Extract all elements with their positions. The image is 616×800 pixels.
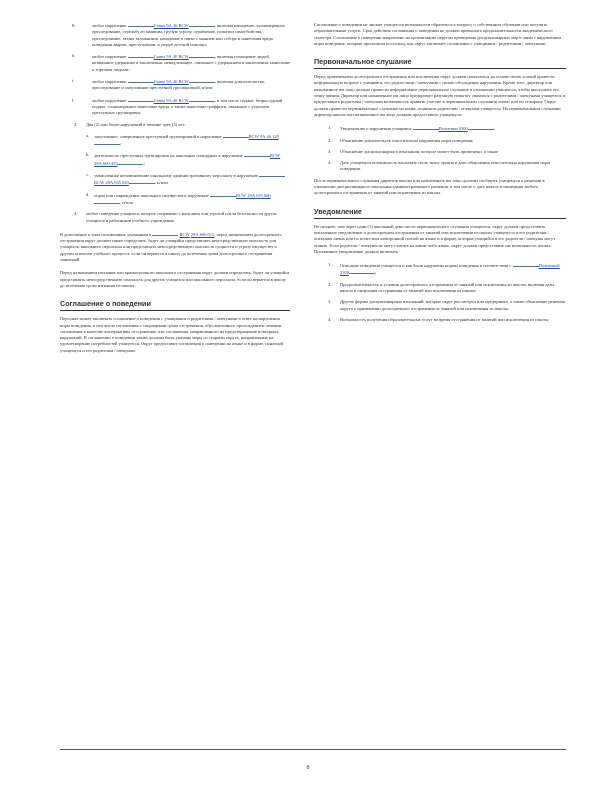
list-item xyxy=(60,192,290,207)
item-text: запугивание, совершенное преступной группировкой в нарушение xyxy=(94,133,222,139)
item-marker: 1. xyxy=(328,125,332,131)
item-marker: g. xyxy=(72,22,76,27)
list-item xyxy=(60,122,290,128)
blank-line xyxy=(210,192,236,197)
list-item xyxy=(60,22,290,48)
item-text: любое нарушение xyxy=(92,97,127,103)
footer-divider xyxy=(60,749,566,750)
item-marker: h. xyxy=(72,53,76,59)
rcw-link[interactable]: RCW xyxy=(179,231,190,237)
list-item xyxy=(60,53,290,73)
blank-line xyxy=(128,22,154,27)
list-item xyxy=(314,282,566,295)
paragraph: Не позднее, чем через один (1) школьный день после первоначального слушания учащегося, округ должен предоставить письменное уведомление о долгосрочном отстранении от занятий или исключении из школы учащемуся и его родителям / опекунам лично или по почте или электронной почтой на языке и в форме, которые учащийся и его родители / опекуны могут понять. Если родители / опекуны не могут читать на каком-либо языке, округ должен предоставить им возможность понять. Письменное уведомление должно включать: xyxy=(314,223,556,254)
left-column xyxy=(60,22,290,361)
page-number: 8 xyxy=(306,765,310,771)
blank-line xyxy=(349,269,375,274)
blank-line xyxy=(128,78,154,83)
blank-line xyxy=(189,97,215,102)
item-text: Уведомление о нарушении учащимся xyxy=(340,126,412,132)
paragraph xyxy=(60,231,290,263)
paragraph: После первоначального слушания директор школы или назначенное им лицо должны сообщить учащемуся о решении в отношении дисциплинарного взыскания административного решения, в том числе о дате начала и окончания любого долгосрочного отстранения от занятий или исключения из школы. xyxy=(314,177,545,196)
reference-link[interactable]: RCW 28A.600.455 xyxy=(94,153,281,166)
text: , перед назначением долгосрочного отстранения округ должен также определить, будет ли учащийся представлять непосредственную опасность для учащихся, школьного персонала или представлять непосредственную опасность сущности и угрозу имуществу и другим аспектам учебного процесса, если он вернется в школу до истечения срока долгосрочного отстранения заявлений. xyxy=(60,231,282,263)
item-text: ; и/или xyxy=(154,180,168,186)
list-item xyxy=(314,138,566,144)
section-heading: Первоначальное слушание xyxy=(314,57,566,69)
right-column xyxy=(314,22,566,328)
blank-line xyxy=(152,231,178,236)
item-text: любое нарушение xyxy=(92,79,127,85)
list-item xyxy=(60,97,290,117)
item-marker: 2. xyxy=(328,281,332,287)
item-text: Дать учащемуся возможность высказать свою точку зрения и дать объяснения относительно нарушения норм поведения. xyxy=(340,160,551,172)
item-marker: c. xyxy=(86,172,90,178)
item-marker: 3. xyxy=(328,299,332,305)
violation-list-g-j xyxy=(60,22,290,117)
item-marker: 1. xyxy=(328,262,332,268)
item-text: Описание поведения учащегося и как были нарушены нормы поведения в соответствии с xyxy=(340,263,512,269)
item-text: , включая домогательства, преследование и запугивание преступной группировкой, и/или xyxy=(92,79,265,91)
item-marker: 4. xyxy=(328,160,332,166)
item-text: , в том числе поджог, безрассудный поджог, злонамеренное нанесение вреда, а также нанесение граффити, связанное с угрозами преступных группировок. xyxy=(92,97,283,116)
item-marker: 2. xyxy=(328,137,332,143)
list-item xyxy=(60,152,290,167)
list-item xyxy=(60,133,290,148)
list-item xyxy=(314,262,566,277)
item-text: Продолжительность и условия долгосрочного отстранения от занятий или исключения из школы, включая даты начала и окончания отстранения от занятий или исключения из школы; xyxy=(340,281,555,294)
blank-line xyxy=(413,125,439,130)
reference-link[interactable]: Главы 9A.48 RCW xyxy=(153,97,189,103)
item-marker: 3. xyxy=(74,121,78,127)
list-item xyxy=(60,172,290,187)
item-text: любое нарушение xyxy=(92,54,127,60)
reference-link[interactable]: Главы 9A.40 RCW xyxy=(153,54,189,60)
item-text: любое поведение учащихся, которое сопряжено с насилием или угрозой и/или безопасности других учащихся и работников учебного учреждения. xyxy=(86,211,278,223)
item-text: Возможность получения образовательных услуг во время отстранения от занятий или исключения из школы; xyxy=(340,316,550,322)
item-text: порча или повреждение школьного имущества в нарушение xyxy=(94,192,209,198)
hearing-list xyxy=(314,125,566,172)
notice-list xyxy=(314,262,566,323)
blank-line xyxy=(129,179,155,184)
list-item xyxy=(314,149,566,155)
list-item xyxy=(60,78,290,92)
paragraph: Перед назначением изгнания или краткосрочного школьного отстранения округ должен определить, будет ли учащийся представлять непосредственную опасность для других учащихся или школьного персонала, если он вернется в школу до истечения срока изгнания из школы. xyxy=(60,270,290,288)
item-text: , включая нападение, злонамеренное преследование, стрельбу из машины, грубую угрозу, ограбление, попытки самоубийства, преследование, захват заложников, нападение в связи с знанием или соборе и нанесения вреда поведении аварии, преступлении, в ущерб детской помощи; xyxy=(92,23,286,47)
list-item xyxy=(314,160,566,173)
item-marker: a. xyxy=(86,132,90,138)
item-text: любое нарушение xyxy=(92,23,127,28)
blank-line xyxy=(468,125,494,130)
item-text: умышленное неповиновение школьному административному персоналу в нарушение xyxy=(94,173,258,179)
list-item xyxy=(314,299,566,312)
item-marker: 4. xyxy=(328,316,332,322)
blank-line xyxy=(513,262,539,267)
text: В дополнение к этим положениям, указанным в xyxy=(60,231,152,237)
list-item xyxy=(314,125,566,132)
reference-link[interactable]: Главы 9A.36 RCW xyxy=(153,23,189,28)
item-text: Объяснение доказательств относительно нарушения норм поведения; xyxy=(340,137,474,143)
item-text: ; xyxy=(120,141,122,147)
section-heading: Уведомление xyxy=(314,207,566,219)
blank-line xyxy=(223,133,249,138)
reference-link[interactable]: Политики 3300 xyxy=(438,126,468,132)
item-marker: d. xyxy=(86,191,90,197)
section-heading: Соглашение о поведении xyxy=(60,299,290,311)
violation-list-a-d xyxy=(60,133,290,206)
item-marker: 4. xyxy=(74,211,78,217)
blank-line xyxy=(189,22,215,27)
list-item xyxy=(60,211,290,224)
item-marker: j. xyxy=(72,96,75,102)
item-text: Объяснение дисциплинарного взыскания, которое может быть применено; а также xyxy=(340,148,499,154)
blank-line xyxy=(128,97,154,102)
blank-line xyxy=(244,152,270,157)
blank-line xyxy=(117,160,143,165)
item-text: ; xyxy=(493,126,495,132)
item-text: ; xyxy=(143,160,145,166)
blank-line xyxy=(189,78,215,83)
item-text: , включая похищение людей, незаконное удержание в заключении, ненадлежащее, связанное с удержанием в заключении, нанесение и торговля людьми; xyxy=(92,54,291,72)
paragraph: Персонал может заключать соглашение о поведении с учащимися и родителями / опекунами в ответ на нарушения норм поведения, в том числе соглашения о сокращении срока отстранения, обусловленного прохождением лечения, соглашения в качестве альтернативы отстранению или соглашения, направленного на предотвращение повторных нарушений. В соглашении о поведении также должны быть указаны меры со стороны округа, направленные на удовлетворение потребностей учащегося. Округ предоставит соглашения о поведении на языке и в форме, понятной учащемуся и его родителям / опекунам. xyxy=(60,316,284,353)
reference-link[interactable]: RCW 9A.46.120 xyxy=(248,133,279,139)
blank-line xyxy=(128,53,154,58)
reference-link[interactable]: Главы 9A.46 RCW xyxy=(153,79,189,85)
blank-line xyxy=(94,140,120,145)
item-marker: b. xyxy=(86,152,90,158)
item-text: , и/или xyxy=(120,199,133,205)
reference-link[interactable]: RCW 28A.635.020 xyxy=(94,180,129,186)
item-text: Другие формы дисциплинарных взысканий, которые округ рассмотрел или предпринял, а также объяснение решения округа о применении долгосрочного отстранения от занятий или исключения из школы; xyxy=(340,299,566,311)
paragraph: Соглашение о поведении не лишает учащегося возможности обратиться к вопросу о собственном обучении или получить образовательные услуги. Срок действия соглашения о поведении не должен превышать продолжительности академического семестра. Соглашение о поведении направлено на организацию округом проведения дисциплинарных мер в связи с нарушением норм поведения, которые произошли постольку, как округ заключает соглашение с учащимися / родителями / опекунами. xyxy=(314,22,561,46)
blank-line xyxy=(189,53,215,58)
reference-link[interactable]: Политикой 3300 xyxy=(340,263,560,276)
item-text: Два (2) или более нарушений в течение трех (3) лет: xyxy=(86,121,186,127)
paragraph: Перед применением долгосрочного отстранения или исключения округ должен попытаться на основе своих усилий провести неформальную встречу с учащимся, его родителями / опекунами с целью обсуждения нарушения. Кроме того, директор или назначенное им лицо должно провести неформальное первоначальное слушание в отношении учащегося, чтобы выслушать его точку зрения. Директор или назначенное им лицо предпримут разумную попытку связаться с родителями / опекунами учащегося и предоставить родителям / опекунам возможность принять участие в первоначальном слушании лично или по телефону. Округ должен провести первоначальное слушание на языке, понятном родителям / опекунам учащегося. На первоначальном слушании директор школы или назначенное им лицо должны предоставить учащемуся: xyxy=(314,74,565,117)
list-item xyxy=(314,317,566,323)
blank-line xyxy=(259,172,285,177)
item-marker: 3. xyxy=(328,148,332,154)
blank-line xyxy=(94,199,120,204)
rcw-link[interactable]: 28A.600.015 xyxy=(190,231,215,237)
item-marker: i. xyxy=(72,78,75,84)
reference-link[interactable]: RCW 28A.635.060 xyxy=(235,192,271,198)
item-text: ; xyxy=(375,270,377,276)
item-text: деятельность преступных группировок на школьных площадках в нарушение xyxy=(94,153,243,159)
